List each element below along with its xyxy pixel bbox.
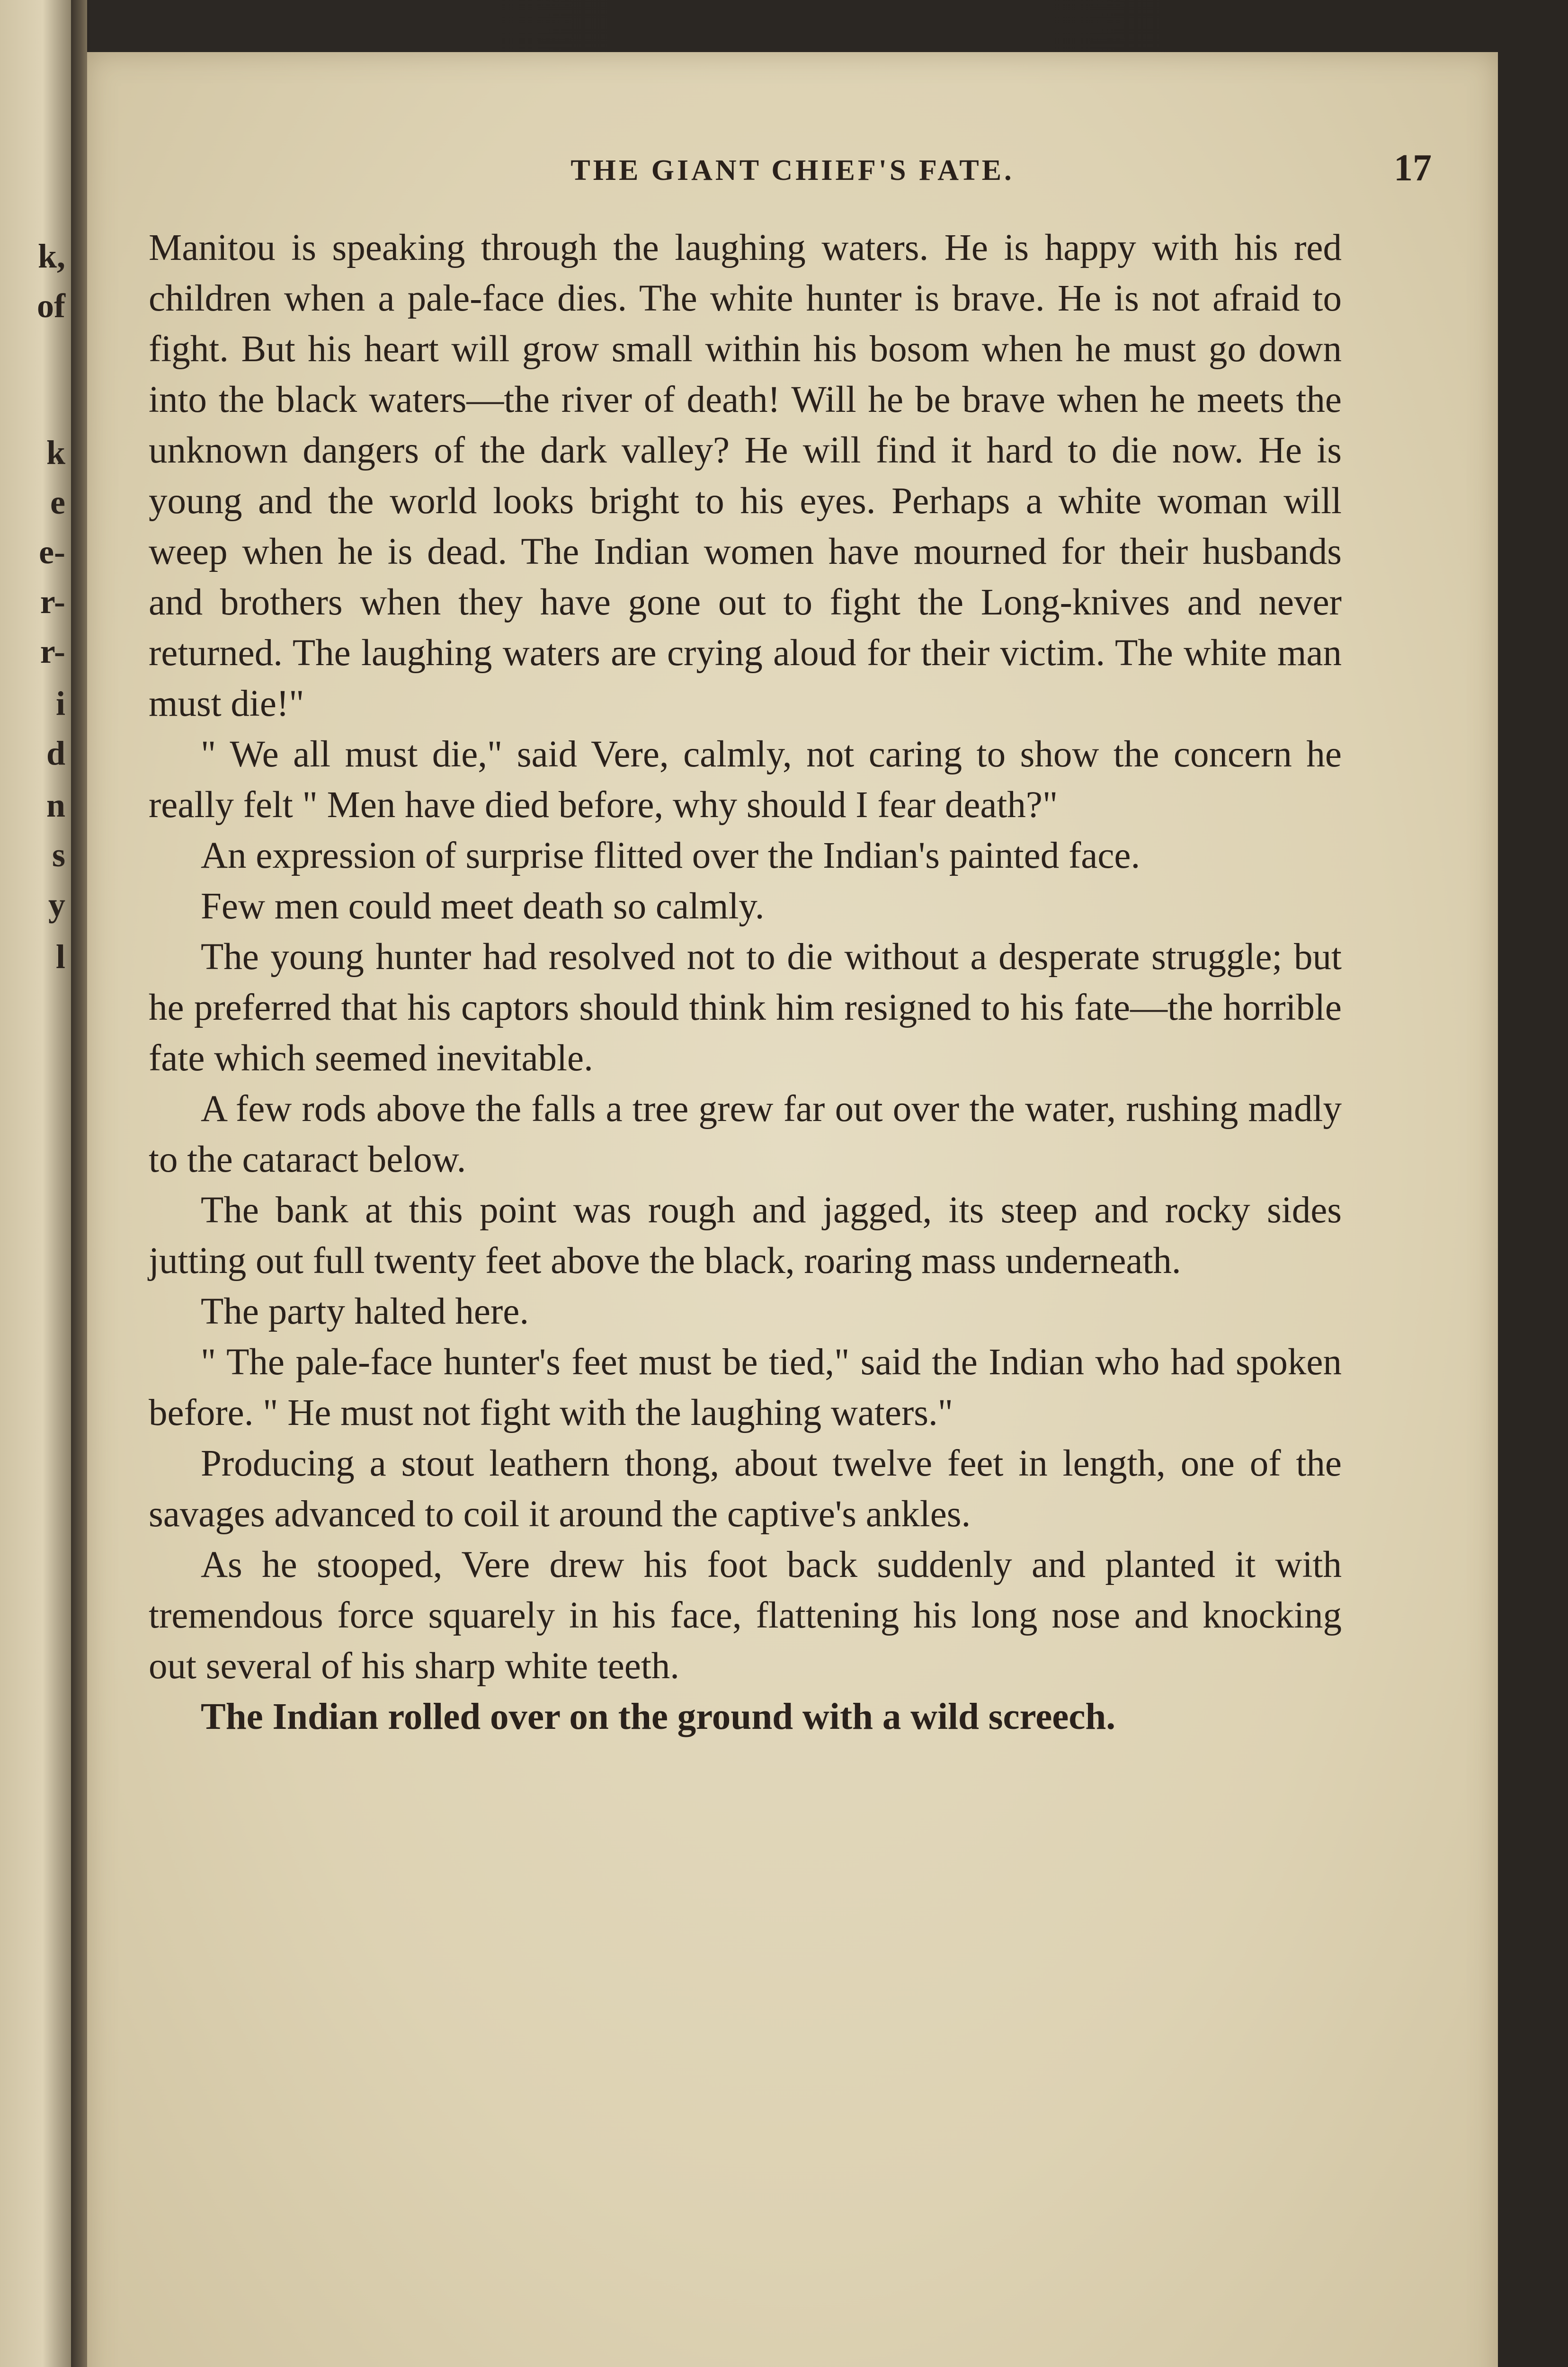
left-page-fragment: i xyxy=(55,685,65,722)
left-page-fragment: s xyxy=(52,836,65,874)
paragraph: The bank at this point was rough and jagged, its steep and rocky sides jutting out full twenty feet above the black, roaring mass underneath. xyxy=(149,1190,1342,1281)
left-page-fragment: of xyxy=(37,287,65,325)
paragraph: Few men could meet death so calmly. xyxy=(201,886,765,927)
left-page-fragment: y xyxy=(48,886,65,924)
left-page-fragment: e xyxy=(50,483,65,521)
paragraph: Producing a stout leathern thong, about twelve feet in length, one of the savages advanced to coil it around the captive's ankles. xyxy=(149,1443,1342,1535)
paragraph: " We all must die," said Vere, calmly, not caring to show the concern he really felt " Men have died before, why should I fear death?" xyxy=(149,734,1342,826)
left-page-fragment: e- xyxy=(39,533,65,571)
paragraph: Manitou is speaking through the laughing waters. He is happy with his red children when a pale-face dies. The white hunter is brave. He is not afraid to fight. But his heart will grow small within his bosom when he must go down into the black waters—the river of death! Will he be brave when he meets the unknown dangers of the dark valley? He will find it hard to die now. He is young and the world looks bright to his eyes. Perhaps a white woman will weep when he is dead. The Indian women have mourned for their husbands and brothers when they have gone out to fight the Long-knives and never returned. The laughing waters are crying aloud for their victim. The white man must die!" xyxy=(149,227,1342,724)
left-page-fragment: d xyxy=(46,734,65,772)
paragraph: " The pale-face hunter's feet must be tied," said the Indian who had spoken before. " He must not fight with the laughing waters." xyxy=(149,1342,1342,1433)
left-page-fragment: r- xyxy=(40,583,65,621)
book-gutter xyxy=(71,0,87,2367)
paragraph: A few rods above the falls a tree grew far out over the water, rushing madly to the cataract below. xyxy=(149,1088,1342,1180)
paragraph: The young hunter had resolved not to die without a desperate struggle; but he preferred that his captors should think him resigned to his fate—the horrible fate which seemed inevitable. xyxy=(149,936,1342,1079)
body-text xyxy=(149,222,1342,1742)
page-number: 17 xyxy=(1394,147,1432,189)
left-page-fragment: r- xyxy=(40,632,65,670)
paragraph: The Indian rolled over on the ground with a wild screech. xyxy=(201,1696,1116,1737)
book-page xyxy=(87,52,1498,2367)
running-head: THE GIANT CHIEF'S FATE. xyxy=(570,154,1015,187)
left-page-edge xyxy=(0,0,71,2367)
left-page-fragment: k xyxy=(46,434,65,472)
left-page-fragment: k, xyxy=(37,237,65,275)
left-page-fragment: n xyxy=(46,786,65,824)
left-page-fragment: l xyxy=(55,938,65,976)
paragraph: As he stooped, Vere drew his foot back suddenly and planted it with tremendous force squarely in his face, flattening his long nose and knocking out several of his sharp white teeth. xyxy=(149,1544,1342,1687)
paragraph: The party halted here. xyxy=(201,1291,529,1332)
paragraph: An expression of surprise flitted over the Indian's painted face. xyxy=(201,835,1140,876)
